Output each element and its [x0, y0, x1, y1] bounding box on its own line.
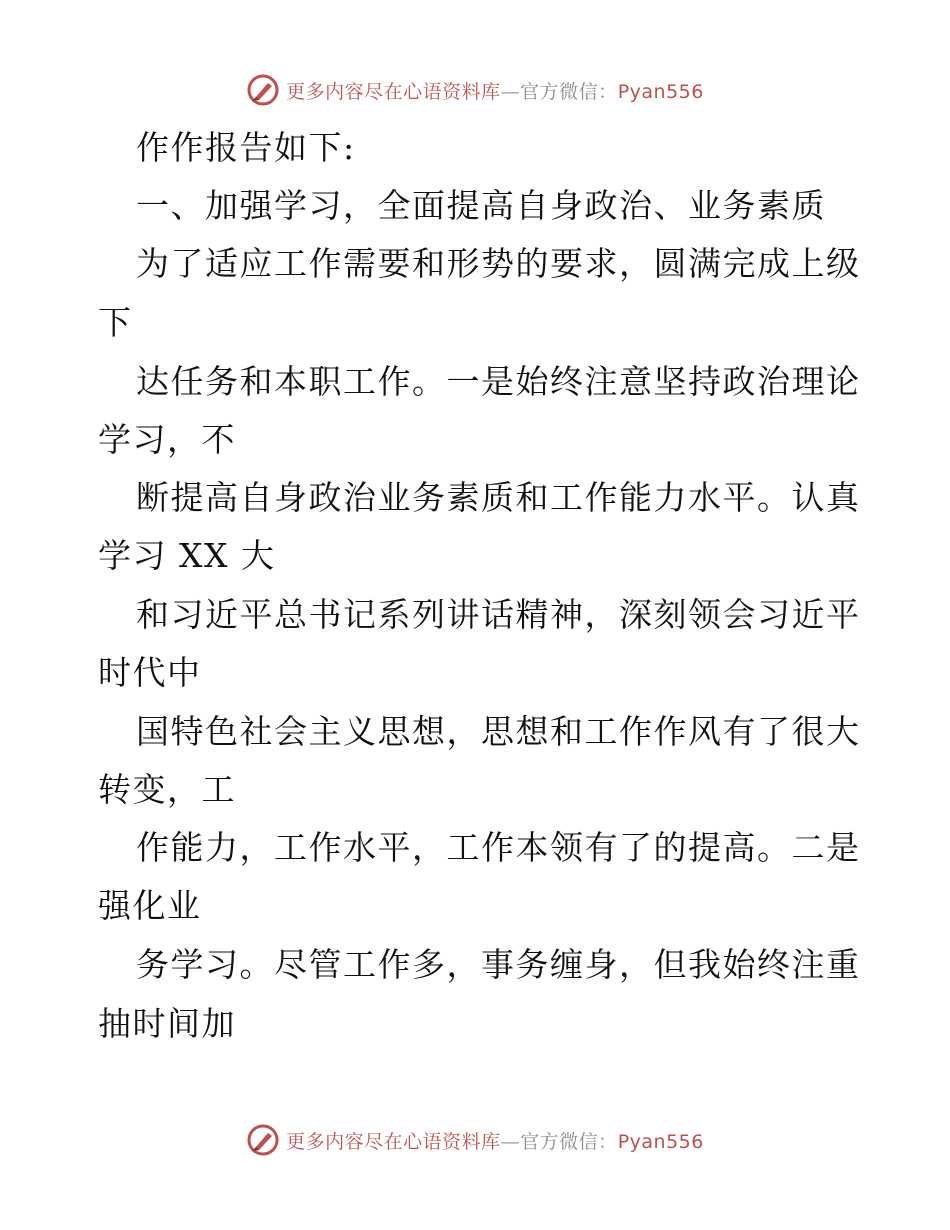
document-line: 学习 XX 大 [98, 536, 276, 575]
pen-logo-icon [246, 1123, 280, 1157]
header-banner [0, 70, 950, 110]
document-line: 抽时间加 [98, 1004, 236, 1043]
document-line: 学习，不 [98, 420, 236, 459]
footer-dash: — [500, 1130, 521, 1153]
document-line: 下 [98, 303, 133, 342]
header-site-text: 更多内容尽在心语资料库 [286, 80, 501, 103]
document-line: 断提高自身政治业务素质和工作能力水平。认真 [136, 478, 861, 517]
document-line: 国特色社会主义思想，思想和工作作风有了很大 [136, 712, 861, 751]
footer-account: Pyan556 [617, 1130, 704, 1153]
header-account: Pyan556 [617, 80, 704, 103]
document-line: 一、加强学习，全面提高自身政治、业务素质 [136, 186, 826, 225]
header-wechat-label: 官方微信： [520, 80, 618, 103]
document-line: 和习近平总书记系列讲话精神，深刻领会习近平 [136, 595, 861, 634]
footer-banner-text [286, 1127, 704, 1154]
document-line: 为了适应工作需要和形势的要求，圆满完成上级 [136, 244, 861, 283]
header-dash: — [500, 80, 521, 103]
document-line: 务学习。尽管工作多，事务缠身，但我始终注重 [136, 945, 861, 984]
pen-logo-icon [246, 73, 280, 107]
document-line: 转变，工 [98, 770, 236, 809]
footer-site-text: 更多内容尽在心语资料库 [286, 1130, 501, 1153]
header-banner-text [286, 77, 704, 104]
document-line: 作能力，工作水平，工作本领有了的提高。二是 [136, 828, 861, 867]
document-line: 达任务和本职工作。一是始终注意坚持政治理论 [136, 362, 861, 401]
document-line: 作作报告如下: [136, 128, 356, 167]
footer-banner [0, 1120, 950, 1160]
document-line: 强化业 [98, 886, 202, 925]
footer-wechat-label: 官方微信： [520, 1130, 618, 1153]
document-line: 时代中 [98, 653, 202, 692]
